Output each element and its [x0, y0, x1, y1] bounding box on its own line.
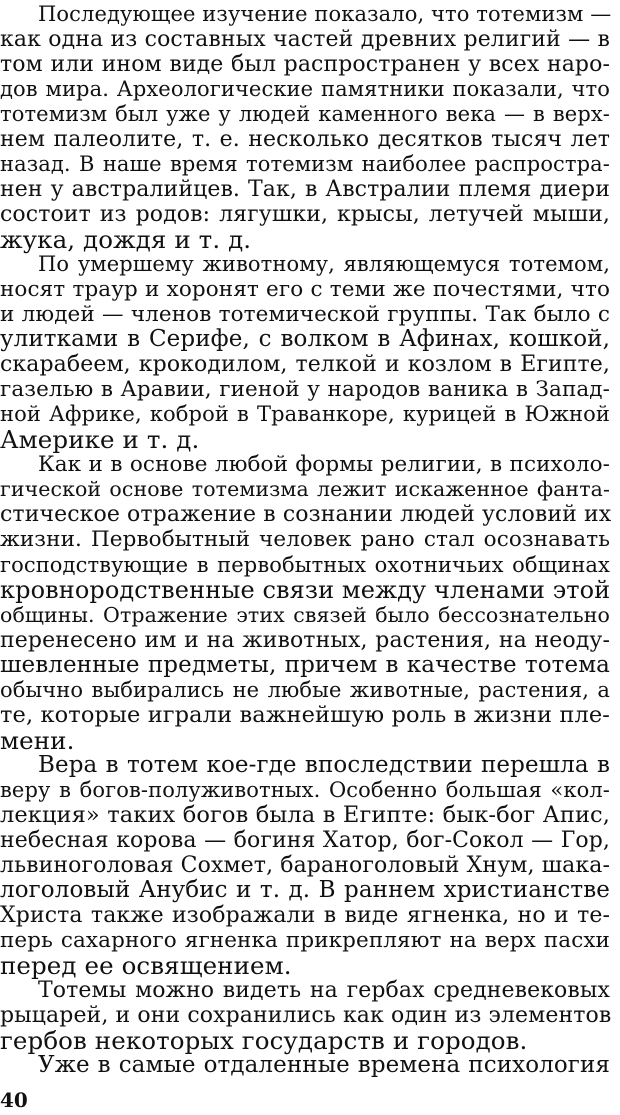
- text-line: Вера в тотем кое-где впоследствии перешла в: [38, 751, 610, 778]
- text-line: ной Африке, коброй в Траванкоре, курицей в Южной: [0, 402, 610, 427]
- text-line: перь сахарного ягненка прикрепляют на верх пасхи: [0, 927, 610, 953]
- text-line: перенесено им и на животных, растения, на неоду-: [0, 627, 610, 653]
- text-line: назад. В наше время тотемизм наиболее распростра-: [0, 152, 610, 177]
- text-line: логоловый Анубис и т. д. В раннем христианстве: [0, 876, 610, 903]
- text-line: Как и в основе любой формы религии, в психоло-: [38, 452, 610, 478]
- text-line: господствующие в первобытных охотничьих общинах: [0, 552, 610, 577]
- text-line: мени.: [0, 725, 75, 755]
- text-line: перед ее освящением.: [0, 950, 292, 980]
- text-line: шевленные предметы, причем в качестве тотема: [0, 651, 610, 678]
- text-line: дов мира. Археологические памятники показали, что: [0, 77, 610, 102]
- text-line: газелью в Аравии, гиеной у народов ваника в Запад-: [0, 377, 610, 403]
- text-line: общины. Отражение этих связей было бессознательно: [0, 602, 610, 627]
- text-line: нем палеолите, т. е. несколько десятков тысяч лет: [0, 127, 610, 153]
- page-number: 40: [0, 1088, 28, 1112]
- text-line: нен у австралийцев. Так, в Австралии племя диери: [0, 177, 610, 203]
- text-line: жизни. Первобытный человек рано стал осознавать: [0, 527, 610, 553]
- text-line: стическое отражение в сознании людей условий их: [0, 502, 612, 528]
- text-line: Христа также изображали в виде ягненка, но и те-: [0, 902, 610, 928]
- text-line: как одна из составных частей древних религий — в: [0, 27, 610, 53]
- text-line: небесная корова — богиня Хатор, бог-Сокол — Гор,: [0, 827, 610, 853]
- text-line: львиноголовая Сохмет, бараноголовый Хнум, шака-: [0, 852, 611, 878]
- text-line: гербов некоторых государств и городов.: [0, 1025, 528, 1055]
- text-line: жука, дождя и т. д.: [0, 225, 252, 255]
- text-line: лекция» таких богов была в Египте: бык-бог Апис,: [0, 801, 610, 828]
- text-line: состоит из родов: лягушки, крысы, летучей мыши,: [0, 202, 610, 228]
- text-line: и людей — членов тотемической группы. Так было с: [0, 302, 610, 328]
- text-line: том или ином виде был распространен у всех наро-: [0, 52, 610, 78]
- text-line: скарабеем, крокодилом, телкой и козлом в Египте,: [0, 352, 610, 378]
- text-line: По умершему животному, являющемуся тотемом,: [38, 252, 610, 277]
- text-line: обычно выбирались не любые животные, растения, а: [0, 677, 610, 702]
- text-line: те, которые играли важнейшую роль в жизни пле-: [0, 701, 610, 728]
- text-line: тотемизм был уже у людей каменного века — в верх-: [0, 102, 610, 127]
- text-line: Америке и т. д.: [0, 425, 200, 455]
- text-line: Последующее изучение показало, что тотемизм —: [38, 2, 612, 26]
- text-line: рыцарей, и они сохранились как один из элементов: [0, 1002, 612, 1028]
- text-line: носят траур и хоронят его с теми же почестями, что: [0, 277, 610, 303]
- text-line: веру в богов-полуживотных. Особенно большая «кол-: [0, 777, 610, 802]
- text-line: Тотемы можно видеть на гербах средневековых: [38, 977, 610, 1003]
- text-line: гической основе тотемизма лежит искаженное фанта-: [0, 477, 610, 502]
- text-line: кровнородственные связи между членами этой: [0, 575, 611, 604]
- text-line: улитками в Серифе, с волком в Афинах, кошкой,: [0, 326, 610, 353]
- text-line: Уже в самые отдаленные времена психология: [38, 1051, 610, 1078]
